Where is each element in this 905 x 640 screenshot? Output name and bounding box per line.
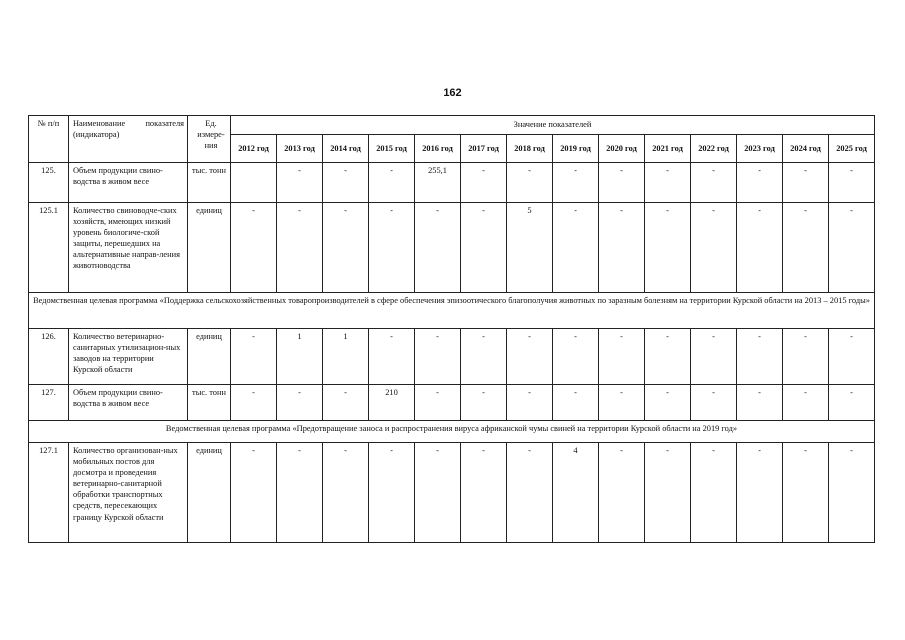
year-header-cell: 2021 год xyxy=(645,135,691,163)
value-cell: - xyxy=(737,203,783,293)
value-cell: - xyxy=(461,329,507,385)
value-cell xyxy=(231,163,277,203)
value-cell: - xyxy=(231,203,277,293)
table-body xyxy=(29,163,875,543)
value-cell: - xyxy=(369,329,415,385)
header-num: № п/п xyxy=(29,116,69,163)
value-cell: 1 xyxy=(323,329,369,385)
value-cell: - xyxy=(507,443,553,543)
value-cell: - xyxy=(691,443,737,543)
value-cell: - xyxy=(783,385,829,421)
value-cell: - xyxy=(829,203,875,293)
value-cell: 1 xyxy=(277,329,323,385)
value-cell: - xyxy=(829,163,875,203)
value-cell: - xyxy=(461,203,507,293)
value-cell: - xyxy=(277,203,323,293)
indicator-name: Количество свиноводче-ских хозяйств, имеющих низкий уровень биологиче-ской защиты, перешедших на альтернативные направ-ления животноводства xyxy=(69,203,188,293)
header-name-word-2: показателя xyxy=(145,119,184,128)
year-header-cell: 2013 год xyxy=(277,135,323,163)
value-cell: - xyxy=(231,329,277,385)
value-cell: 210 xyxy=(369,385,415,421)
year-header-cell: 2018 год xyxy=(507,135,553,163)
year-header-cell: 2014 год xyxy=(323,135,369,163)
header-row-top xyxy=(29,116,875,135)
year-header-cell: 2020 год xyxy=(599,135,645,163)
value-cell: - xyxy=(737,443,783,543)
value-cell: - xyxy=(829,443,875,543)
value-cell: - xyxy=(415,329,461,385)
indicator-name: Объем продукции свино-водства в живом весе xyxy=(69,385,188,421)
section-header-row xyxy=(29,421,875,443)
unit-of-measure: единиц xyxy=(188,329,231,385)
value-cell: - xyxy=(691,329,737,385)
value-cell: - xyxy=(415,443,461,543)
header-name-word-1: Наименование xyxy=(73,119,126,128)
indicators-table xyxy=(28,115,875,543)
indicator-name: Объем продукции свино-водства в живом весе xyxy=(69,163,188,203)
unit-of-measure: единиц xyxy=(188,203,231,293)
indicator-name: Количество ветеринарно-санитарных утилизацион-ных заводов на территории Курской области xyxy=(69,329,188,385)
value-cell: - xyxy=(553,163,599,203)
value-cell: - xyxy=(461,385,507,421)
indicator-name: Количество организован-ных мобильных постов для досмотра и проведения ветеринарно-санитарной обработки транспортных средств, пересекающих границу Курской области xyxy=(69,443,188,543)
year-header-cell: 2016 год xyxy=(415,135,461,163)
value-cell: - xyxy=(507,385,553,421)
unit-of-measure: тыс. тонн xyxy=(188,385,231,421)
unit-of-measure: тыс. тонн xyxy=(188,163,231,203)
row-number: 127. xyxy=(29,385,69,421)
table-row xyxy=(29,203,875,293)
value-cell: - xyxy=(691,163,737,203)
year-header-cell: 2023 год xyxy=(737,135,783,163)
row-number: 125.1 xyxy=(29,203,69,293)
value-cell: - xyxy=(323,203,369,293)
value-cell: - xyxy=(553,203,599,293)
section-header-row xyxy=(29,293,875,329)
header-unit: Ед. измере-ния xyxy=(188,116,231,163)
value-cell: - xyxy=(829,329,875,385)
value-cell: - xyxy=(645,443,691,543)
table-row xyxy=(29,443,875,543)
row-number: 125. xyxy=(29,163,69,203)
value-cell: - xyxy=(415,385,461,421)
section-title: Ведомственная целевая программа «Предотвращение заноса и распространения вируса африканской чумы свиней на территории Курской области на 2019 год» xyxy=(29,421,875,443)
value-cell: - xyxy=(507,163,553,203)
value-cell: - xyxy=(599,329,645,385)
value-cell: - xyxy=(737,385,783,421)
value-cell: - xyxy=(369,443,415,543)
year-header-cell: 2012 год xyxy=(231,135,277,163)
value-cell: - xyxy=(277,443,323,543)
value-cell: - xyxy=(645,203,691,293)
table-row xyxy=(29,385,875,421)
value-cell: 255,1 xyxy=(415,163,461,203)
value-cell: - xyxy=(415,203,461,293)
value-cell: - xyxy=(277,385,323,421)
value-cell: - xyxy=(369,203,415,293)
year-header-cell: 2024 год xyxy=(783,135,829,163)
value-cell: - xyxy=(737,163,783,203)
value-cell: - xyxy=(599,385,645,421)
table-row xyxy=(29,329,875,385)
header-values-group: Значение показателей xyxy=(231,116,875,135)
value-cell: 4 xyxy=(553,443,599,543)
value-cell: - xyxy=(691,385,737,421)
value-cell: - xyxy=(277,163,323,203)
year-header-cell: 2017 год xyxy=(461,135,507,163)
value-cell: - xyxy=(829,385,875,421)
row-number: 127.1 xyxy=(29,443,69,543)
value-cell: - xyxy=(691,203,737,293)
value-cell: - xyxy=(553,329,599,385)
value-cell: - xyxy=(507,329,553,385)
table-row xyxy=(29,163,875,203)
value-cell: - xyxy=(231,443,277,543)
value-cell: - xyxy=(783,203,829,293)
value-cell: - xyxy=(323,385,369,421)
value-cell: - xyxy=(599,203,645,293)
year-header-cell: 2019 год xyxy=(553,135,599,163)
value-cell: - xyxy=(645,163,691,203)
header-name-word-3: (индикатора) xyxy=(73,130,120,140)
unit-of-measure: единиц xyxy=(188,443,231,543)
value-cell: - xyxy=(369,163,415,203)
year-header-cell: 2022 год xyxy=(691,135,737,163)
value-cell: - xyxy=(323,163,369,203)
value-cell: - xyxy=(783,329,829,385)
value-cell: - xyxy=(599,443,645,543)
year-header-cell: 2015 год xyxy=(369,135,415,163)
value-cell: - xyxy=(553,385,599,421)
value-cell: - xyxy=(323,443,369,543)
value-cell: - xyxy=(599,163,645,203)
value-cell: - xyxy=(645,329,691,385)
value-cell: - xyxy=(783,163,829,203)
value-cell: - xyxy=(783,443,829,543)
year-header-cell: 2025 год xyxy=(829,135,875,163)
page-number: 162 xyxy=(443,87,462,99)
value-cell: - xyxy=(645,385,691,421)
section-title: Ведомственная целевая программа «Поддержка сельскохозяйственных товаропроизводителей в сфере обеспечения эпизоотического благополучия животных по заразным болезням на территории Курской области на 2013 – 2015 годы» xyxy=(29,293,875,329)
value-cell: - xyxy=(231,385,277,421)
value-cell: - xyxy=(461,443,507,543)
row-number: 126. xyxy=(29,329,69,385)
header-name xyxy=(69,116,188,163)
value-cell: - xyxy=(461,163,507,203)
value-cell: - xyxy=(737,329,783,385)
value-cell: 5 xyxy=(507,203,553,293)
